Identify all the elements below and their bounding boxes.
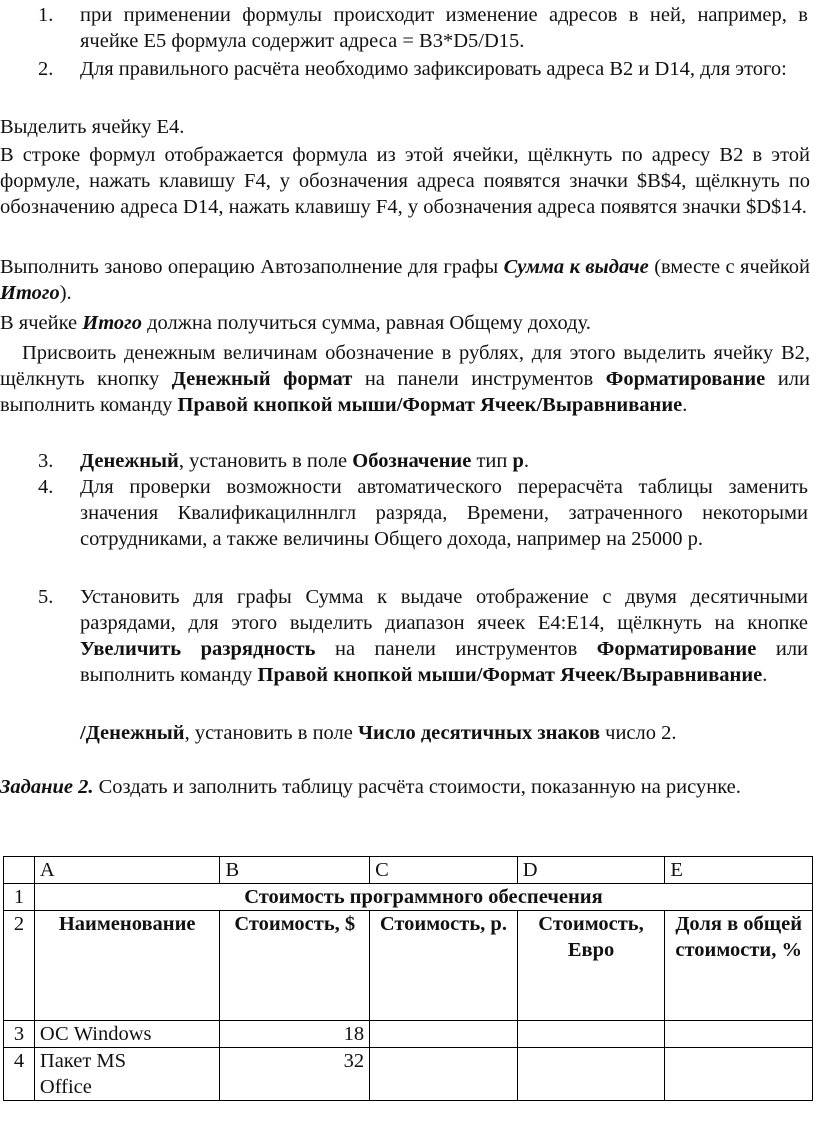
header-row — [4, 911, 813, 1021]
header-name: Наименование — [34, 911, 220, 1021]
column-letter: B — [220, 857, 370, 884]
column-letter-row — [4, 857, 813, 884]
row-number: 1 — [4, 884, 35, 911]
cell-name: Пакет MS Office — [34, 1048, 220, 1101]
table-row — [4, 1048, 813, 1101]
para-formula-bar: В строке формул отображается формула из этой ячейки, щёлкнуть по адресу B2 в этой формуле, нажать клавишу F4, у обозначения адреса появятся значки $B$4, щёлкнуть по обозначению адреса D14, нажать клавишу F4, у обозначения адреса появятся значки $D$14. — [0, 144, 810, 218]
para-currency: Присвоить денежным величинам обозначение в рублях, для этого выделить ячейку В2, щёлкнуть кнопку Денежный формат на панели инструментов Форматирование или выполнить команду Правой кнопкой мыши/Формат Ячеек/Выравнивание. — [0, 342, 810, 416]
table-title: Стоимость программного обеспечения — [34, 884, 812, 911]
column-letter: A — [34, 857, 220, 884]
list-item-5-continued: /Денежный, установить в поле Число десятичных знаков число 2. — [80, 722, 677, 744]
title-row — [4, 884, 813, 911]
table-row — [4, 1021, 813, 1048]
para-total: В ячейке Итого должна получиться сумма, равная Общему доходу. — [0, 312, 591, 334]
column-letter: C — [370, 857, 518, 884]
header-cost-rub: Стоимость, р. — [370, 911, 518, 1021]
cell-name: ОС Windows — [34, 1021, 220, 1048]
para-select-cell: Выделить ячейку Е4. — [0, 116, 185, 138]
para-autofill: Выполнить заново операцию Автозаполнение для графы Сумма к выдаче (вместе с ячейкой Итого). — [0, 256, 810, 304]
task-2-label: Задание 2. — [0, 776, 94, 798]
row-number: 4 — [4, 1048, 35, 1101]
header-share: Доля в общей стоимости, % — [665, 911, 813, 1021]
header-cost-usd: Стоимость, $ — [220, 911, 370, 1021]
cell-cost-usd: 18 — [220, 1021, 370, 1048]
cost-table — [3, 856, 813, 1101]
row-number: 2 — [4, 911, 35, 1021]
header-cost-eur: Стоимость, Евро — [517, 911, 665, 1021]
cell-cost-usd: 32 — [220, 1048, 370, 1101]
column-letter: D — [517, 857, 665, 884]
column-letter: E — [665, 857, 813, 884]
row-number: 3 — [4, 1021, 35, 1048]
task-2-paragraph: Задание 2. Создать и заполнить таблицу расчёта стоимости, показанную на рисунке. — [0, 776, 741, 798]
